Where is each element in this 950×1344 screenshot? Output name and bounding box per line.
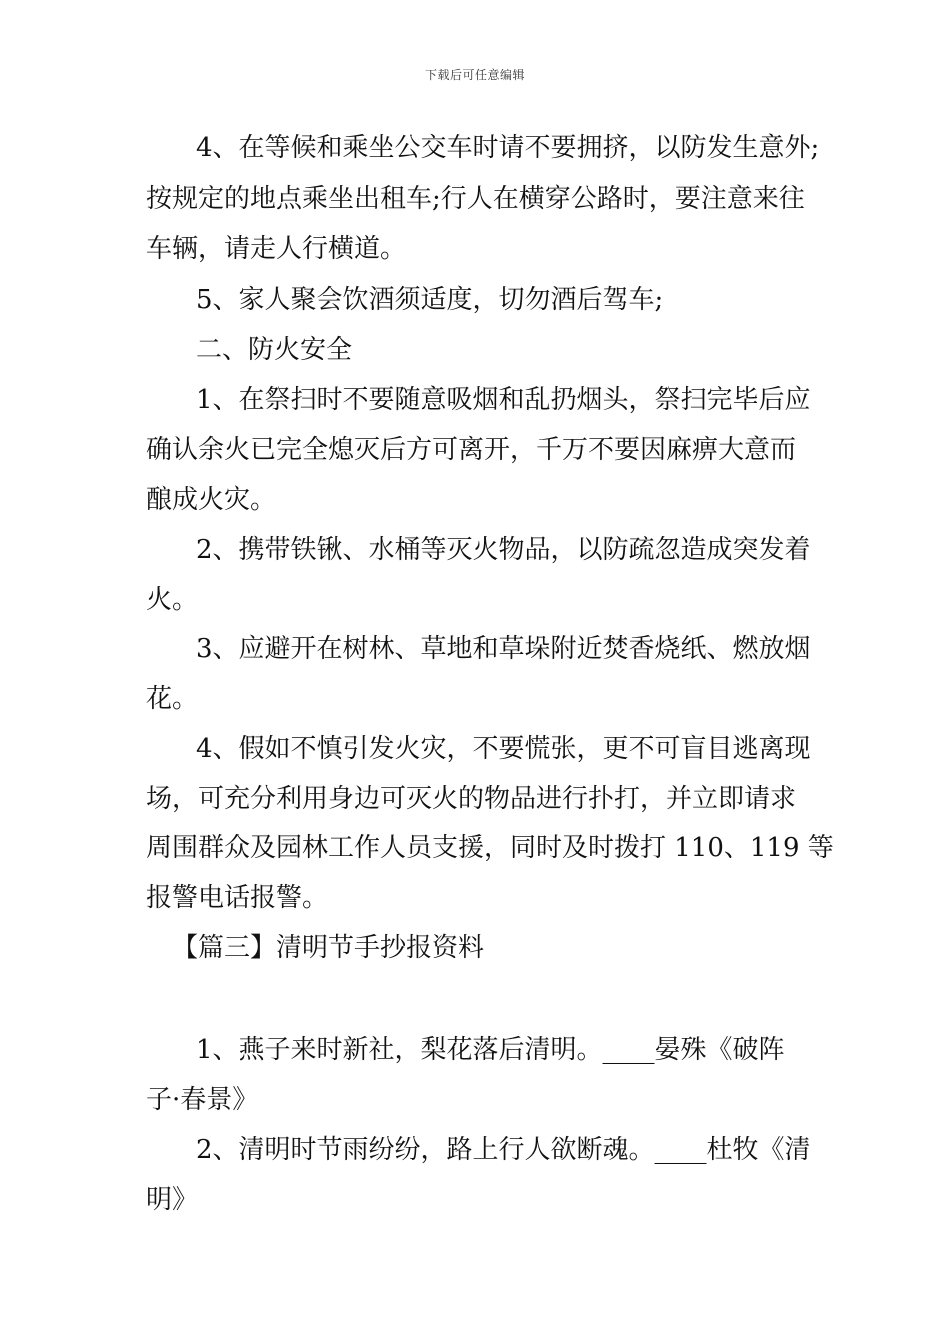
paragraph-line: 1、在祭扫时不要随意吸烟和乱扔烟头，祭扫完毕后应 xyxy=(196,385,811,415)
paragraph-line: 3、应避开在树林、草地和草垛附近焚香烧纸、燃放烟 xyxy=(196,634,811,664)
poem-line: 子·春景》 xyxy=(146,1085,259,1115)
poem-line: 1、燕子来时新社，梨花落后清明。____晏殊《破阵 xyxy=(196,1035,785,1065)
paragraph-line: 车辆，请走人行横道。 xyxy=(146,234,407,264)
paragraph-line: 5、家人聚会饮酒须适度，切勿酒后驾车; xyxy=(196,285,664,315)
section-heading: 二、防火安全 xyxy=(196,335,353,365)
paragraph-line: 周围群众及园林工作人员支援，同时及时拨打 110、119 等 xyxy=(146,833,834,863)
paragraph-line: 确认余火已完全熄灭后方可离开，千万不要因麻痹大意而 xyxy=(146,435,797,465)
poem-line: 2、清明时节雨纷纷，路上行人欲断魂。____杜牧《清 xyxy=(196,1135,811,1165)
section-title: 【篇三】清明节手抄报资料 xyxy=(172,933,485,963)
header-note: 下载后可任意编辑 xyxy=(424,68,525,82)
paragraph-line: 报警电话报警。 xyxy=(146,883,329,913)
poem-line: 明》 xyxy=(146,1185,199,1215)
paragraph-line: 4、假如不慎引发火灾，不要慌张，更不可盲目逃离现 xyxy=(196,734,811,764)
paragraph-line: 按规定的地点乘坐出租车;行人在横穿公路时，要注意来往 xyxy=(146,184,805,214)
paragraph-line: 场，可充分利用身边可灭火的物品进行扑打，并立即请求 xyxy=(146,784,797,814)
paragraph-line: 花。 xyxy=(146,684,199,714)
paragraph-line: 2、携带铁锹、水桶等灭火物品，以防疏忽造成突发着 xyxy=(196,535,811,565)
paragraph-line: 酿成火灾。 xyxy=(146,485,277,515)
paragraph-line: 火。 xyxy=(146,585,199,615)
paragraph-line: 4、在等候和乘坐公交车时请不要拥挤，以防发生意外; xyxy=(196,133,820,163)
